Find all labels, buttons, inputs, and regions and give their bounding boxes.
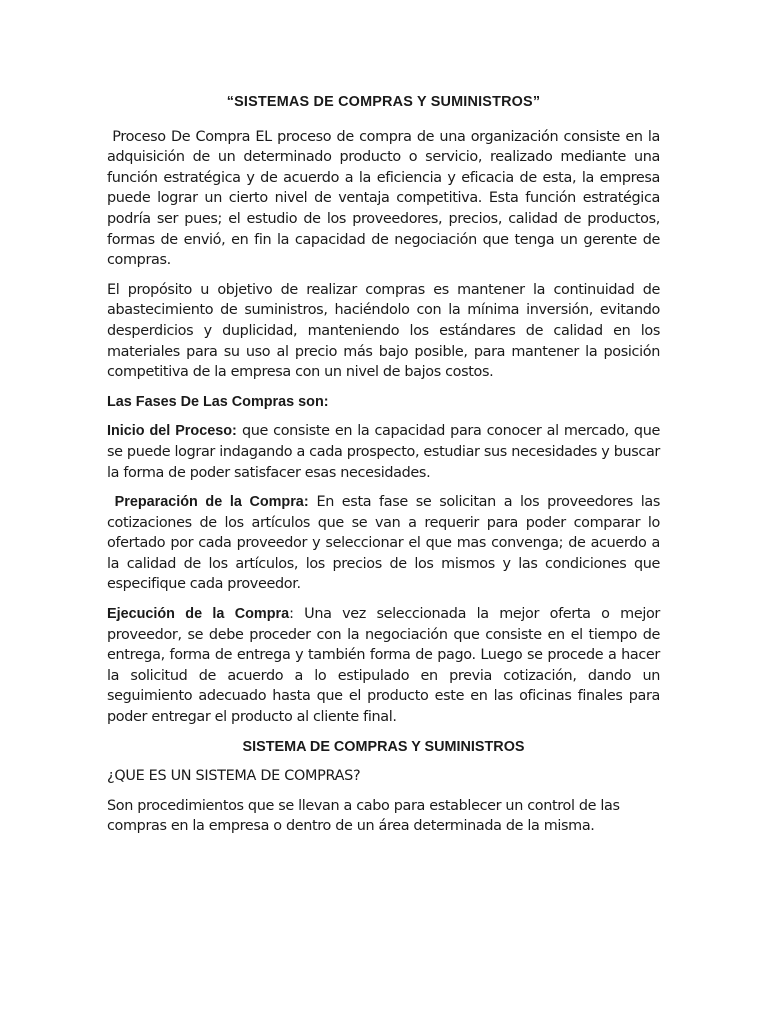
- phase-text-start: que consiste en la capacidad para conocer al mercado, que se puede lograr indagando a cada prospecto, estudiar sus necesidades y buscar la forma de poder satisfacer esas necesidades.: [107, 423, 665, 481]
- section-title: SISTEMA DE COMPRAS Y SUMINISTROS: [242, 738, 525, 755]
- document-title: “SISTEMAS DE COMPRAS Y SUMINISTROS”: [226, 94, 541, 110]
- phase-text-preparation: En esta fase se solicitan a los proveedores las cotizaciones de los artículos que se van a requerir para poder comparar lo ofertado por cada proveedor y seleccionar el que mas convenga; de acuerdo a la calidad de los artículos, los precios de los mismos y las condiciones que especifique cada proveedor.: [107, 494, 665, 593]
- phase-paragraph-start: [107, 421, 665, 483]
- answer-paragraph: Son procedimientos que se llevan a cabo para establecer un control de las compras en la empresa o dentro de un área determinada de la misma.: [107, 797, 620, 835]
- phase-paragraph-preparation: [107, 492, 665, 595]
- phase-lead-execution: Ejecución de la Compra: [107, 606, 290, 623]
- purpose-paragraph: El propósito u objetivo de realizar compras es mantener la continuidad de abastecimiento de suministros, haciéndolo con la mínima inversión, evitando desperdicios y duplicidad, manteniendo los estándares de calidad en los materiales para su uso al precio más bajo posible, para mantener la posición competitiva de la empresa con un nivel de bajos costos.: [107, 281, 660, 381]
- phase-text-execution: : Una vez seleccionada la mejor oferta o mejor proveedor, se debe proceder con la negociación que consiste en el tiempo de entrega, forma de entrega y también forma de pago. Luego se procede a hacer la solicitud de acuerdo a lo estipulado en previa cotización, dando un seguimiento adecuado hasta que el producto este en las oficinas finales para poder entregar el producto al cliente final.: [107, 606, 665, 726]
- intro-paragraph: Proceso De Compra EL proceso de compra de una organización consiste en la adquisición de un determinado producto o servicio, realizado mediante una función estratégica y de acuerdo a la eficiencia y eficacia de esta, la empresa puede lograr un cierto nivel de ventaja competitiva. Esta función estratégica podría ser pues; el estudio de los proveedores, precios, calidad de productos, formas de envió, en fin la capacidad de negociación que tenga un gerente de compras.: [107, 128, 665, 269]
- phase-paragraph-execution: [107, 604, 665, 728]
- document-page: [107, 92, 665, 846]
- phase-lead-start: Inicio del Proceso:: [107, 423, 237, 440]
- question-text: ¿QUE ES UN SISTEMA DE COMPRAS?: [107, 768, 361, 785]
- phases-heading: Las Fases De Las Compras son:: [107, 393, 329, 410]
- phase-lead-preparation: Preparación de la Compra:: [107, 494, 309, 511]
